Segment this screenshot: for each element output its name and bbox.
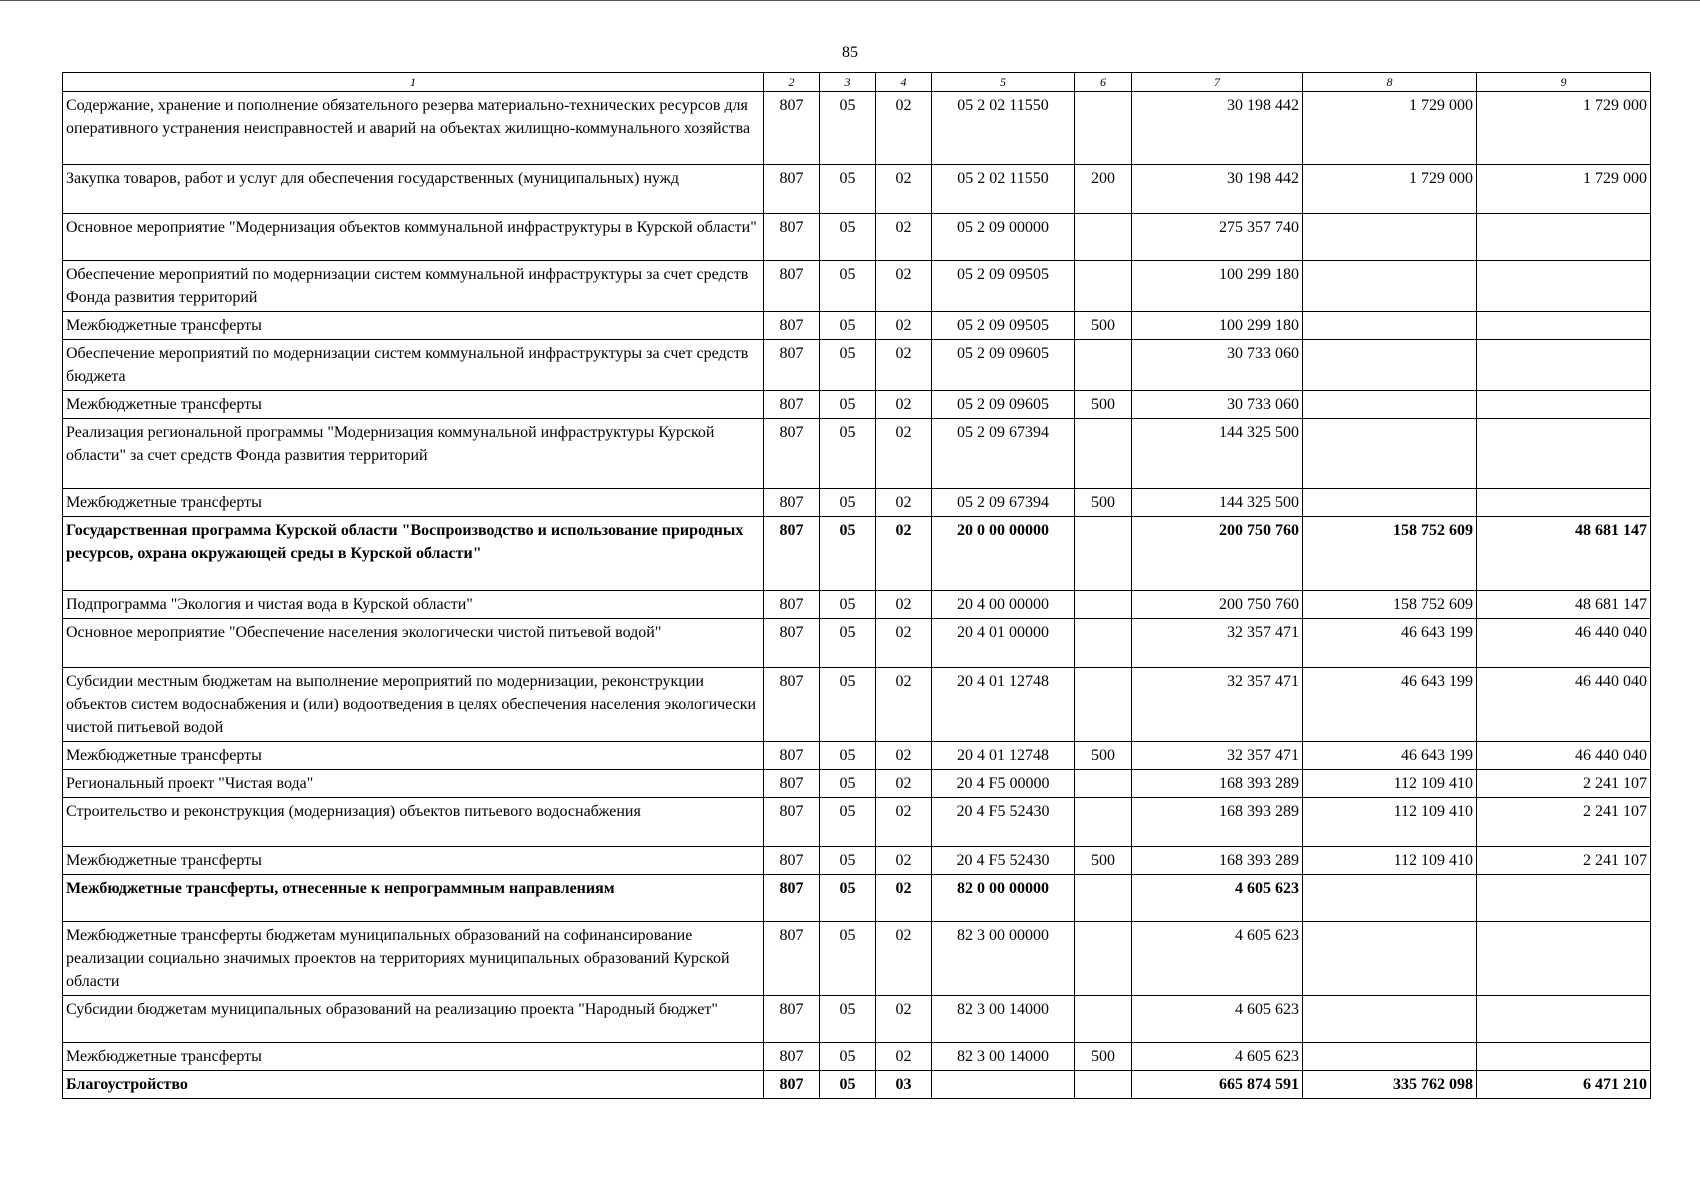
section-code: 05 xyxy=(820,312,876,340)
subsection-code: 02 xyxy=(876,489,932,517)
row-description: Содержание, хранение и пополнение обязательного резерва материально-технических ресурсов для оперативного устранения неисправностей и аварий на объектах жилищно-коммунального хозяйства xyxy=(63,92,764,165)
expense-type-code: 500 xyxy=(1075,391,1132,419)
header-cell: 8 xyxy=(1303,73,1477,92)
table-row xyxy=(63,391,1651,419)
section-code: 05 xyxy=(820,165,876,214)
expense-type-code xyxy=(1075,591,1132,619)
table-row xyxy=(63,668,1651,742)
target-article-code: 82 3 00 00000 xyxy=(932,922,1075,996)
table-row xyxy=(63,419,1651,489)
amount-col-8 xyxy=(1303,489,1477,517)
table-row xyxy=(63,165,1651,214)
target-article-code: 05 2 09 09505 xyxy=(932,261,1075,312)
table-row xyxy=(63,261,1651,312)
section-code: 05 xyxy=(820,668,876,742)
row-description: Межбюджетные трансферты, отнесенные к непрограммным направлениям xyxy=(63,875,764,922)
row-description: Региональный проект "Чистая вода" xyxy=(63,770,764,798)
amount-col-8 xyxy=(1303,1043,1477,1071)
ministry-code: 807 xyxy=(764,996,820,1043)
row-description: Субсидии бюджетам муниципальных образований на реализацию проекта "Народный бюджет" xyxy=(63,996,764,1043)
expense-type-code xyxy=(1075,668,1132,742)
subsection-code: 02 xyxy=(876,922,932,996)
target-article-code: 20 4 01 00000 xyxy=(932,619,1075,668)
subsection-code: 03 xyxy=(876,1071,932,1099)
subsection-code: 02 xyxy=(876,742,932,770)
amount-col-9 xyxy=(1477,489,1651,517)
amount-col-8: 1 729 000 xyxy=(1303,165,1477,214)
table-row xyxy=(63,770,1651,798)
target-article-code: 05 2 09 67394 xyxy=(932,489,1075,517)
subsection-code: 02 xyxy=(876,798,932,847)
ministry-code: 807 xyxy=(764,591,820,619)
row-description: Подпрограмма "Экология и чистая вода в Курской области" xyxy=(63,591,764,619)
table-row xyxy=(63,996,1651,1043)
amount-col-7: 32 357 471 xyxy=(1132,742,1303,770)
header-cell: 1 xyxy=(63,73,764,92)
amount-col-9 xyxy=(1477,419,1651,489)
header-cell: 2 xyxy=(764,73,820,92)
section-code: 05 xyxy=(820,489,876,517)
table-row xyxy=(63,742,1651,770)
subsection-code: 02 xyxy=(876,1043,932,1071)
amount-col-8 xyxy=(1303,996,1477,1043)
row-description: Субсидии местным бюджетам на выполнение мероприятий по модернизации, реконструкции объектов систем водоснабжения и (или) водоотведения в целях обеспечения населения экологически чистой питьевой водой xyxy=(63,668,764,742)
table-row xyxy=(63,875,1651,922)
amount-col-9 xyxy=(1477,261,1651,312)
target-article-code: 20 4 01 12748 xyxy=(932,742,1075,770)
amount-col-8 xyxy=(1303,340,1477,391)
expense-type-code xyxy=(1075,922,1132,996)
amount-col-8: 158 752 609 xyxy=(1303,517,1477,591)
amount-col-7: 200 750 760 xyxy=(1132,517,1303,591)
amount-col-8: 46 643 199 xyxy=(1303,619,1477,668)
header-cell: 5 xyxy=(932,73,1075,92)
row-description: Основное мероприятие "Обеспечение населения экологически чистой питьевой водой" xyxy=(63,619,764,668)
table-row xyxy=(63,489,1651,517)
subsection-code: 02 xyxy=(876,668,932,742)
expense-type-code: 500 xyxy=(1075,312,1132,340)
subsection-code: 02 xyxy=(876,996,932,1043)
target-article-code: 82 3 00 14000 xyxy=(932,1043,1075,1071)
expense-type-code xyxy=(1075,214,1132,261)
target-article-code: 05 2 09 00000 xyxy=(932,214,1075,261)
section-code: 05 xyxy=(820,92,876,165)
table-row xyxy=(63,214,1651,261)
table-row xyxy=(63,92,1651,165)
header-cell: 7 xyxy=(1132,73,1303,92)
expense-type-code xyxy=(1075,261,1132,312)
amount-col-7: 168 393 289 xyxy=(1132,798,1303,847)
amount-col-8: 112 109 410 xyxy=(1303,770,1477,798)
target-article-code: 82 0 00 00000 xyxy=(932,875,1075,922)
ministry-code: 807 xyxy=(764,922,820,996)
ministry-code: 807 xyxy=(764,312,820,340)
expense-type-code xyxy=(1075,875,1132,922)
ministry-code: 807 xyxy=(764,391,820,419)
ministry-code: 807 xyxy=(764,875,820,922)
ministry-code: 807 xyxy=(764,214,820,261)
amount-col-9: 1 729 000 xyxy=(1477,92,1651,165)
budget-table xyxy=(62,72,1651,1099)
amount-col-7: 30 733 060 xyxy=(1132,391,1303,419)
amount-col-7: 275 357 740 xyxy=(1132,214,1303,261)
subsection-code: 02 xyxy=(876,92,932,165)
target-article-code: 05 2 09 09605 xyxy=(932,391,1075,419)
section-code: 05 xyxy=(820,742,876,770)
amount-col-9: 46 440 040 xyxy=(1477,668,1651,742)
ministry-code: 807 xyxy=(764,517,820,591)
target-article-code: 20 4 01 12748 xyxy=(932,668,1075,742)
table-row xyxy=(63,619,1651,668)
amount-col-7: 4 605 623 xyxy=(1132,922,1303,996)
amount-col-7: 4 605 623 xyxy=(1132,996,1303,1043)
table-body xyxy=(63,92,1651,1099)
section-code: 05 xyxy=(820,875,876,922)
row-description: Благоустройство xyxy=(63,1071,764,1099)
amount-col-7: 4 605 623 xyxy=(1132,875,1303,922)
target-article-code: 05 2 09 09605 xyxy=(932,340,1075,391)
target-article-code: 20 0 00 00000 xyxy=(932,517,1075,591)
section-code: 05 xyxy=(820,391,876,419)
amount-col-7: 144 325 500 xyxy=(1132,489,1303,517)
section-code: 05 xyxy=(820,770,876,798)
amount-col-9: 46 440 040 xyxy=(1477,742,1651,770)
expense-type-code xyxy=(1075,619,1132,668)
header-cell: 4 xyxy=(876,73,932,92)
target-article-code: 05 2 02 11550 xyxy=(932,92,1075,165)
ministry-code: 807 xyxy=(764,92,820,165)
amount-col-7: 100 299 180 xyxy=(1132,261,1303,312)
ministry-code: 807 xyxy=(764,742,820,770)
amount-col-7: 30 198 442 xyxy=(1132,92,1303,165)
section-code: 05 xyxy=(820,340,876,391)
amount-col-7: 30 733 060 xyxy=(1132,340,1303,391)
table-row xyxy=(63,591,1651,619)
section-code: 05 xyxy=(820,996,876,1043)
amount-col-9: 6 471 210 xyxy=(1477,1071,1651,1099)
table-row xyxy=(63,798,1651,847)
amount-col-9: 2 241 107 xyxy=(1477,847,1651,875)
amount-col-8: 46 643 199 xyxy=(1303,742,1477,770)
row-description: Основное мероприятие "Модернизация объектов коммунальной инфраструктуры в Курской области" xyxy=(63,214,764,261)
table-row xyxy=(63,847,1651,875)
amount-col-8 xyxy=(1303,312,1477,340)
subsection-code: 02 xyxy=(876,261,932,312)
table-row xyxy=(63,517,1651,591)
section-code: 05 xyxy=(820,1071,876,1099)
header-row xyxy=(63,73,1651,92)
row-description: Обеспечение мероприятий по модернизации систем коммунальной инфраструктуры за счет средств Фонда развития территорий xyxy=(63,261,764,312)
ministry-code: 807 xyxy=(764,261,820,312)
expense-type-code xyxy=(1075,92,1132,165)
expense-type-code xyxy=(1075,340,1132,391)
expense-type-code xyxy=(1075,798,1132,847)
target-article-code: 20 4 F5 00000 xyxy=(932,770,1075,798)
ministry-code: 807 xyxy=(764,668,820,742)
section-code: 05 xyxy=(820,214,876,261)
amount-col-9 xyxy=(1477,340,1651,391)
table-row xyxy=(63,1043,1651,1071)
amount-col-9 xyxy=(1477,391,1651,419)
ministry-code: 807 xyxy=(764,165,820,214)
amount-col-7: 168 393 289 xyxy=(1132,847,1303,875)
section-code: 05 xyxy=(820,847,876,875)
target-article-code: 20 4 00 00000 xyxy=(932,591,1075,619)
header-cell: 9 xyxy=(1477,73,1651,92)
subsection-code: 02 xyxy=(876,770,932,798)
table-row xyxy=(63,312,1651,340)
section-code: 05 xyxy=(820,261,876,312)
amount-col-7: 30 198 442 xyxy=(1132,165,1303,214)
expense-type-code: 500 xyxy=(1075,847,1132,875)
row-description: Межбюджетные трансферты xyxy=(63,1043,764,1071)
expense-type-code xyxy=(1075,419,1132,489)
target-article-code: 05 2 02 11550 xyxy=(932,165,1075,214)
expense-type-code xyxy=(1075,996,1132,1043)
expense-type-code: 200 xyxy=(1075,165,1132,214)
section-code: 05 xyxy=(820,798,876,847)
amount-col-7: 168 393 289 xyxy=(1132,770,1303,798)
section-code: 05 xyxy=(820,619,876,668)
amount-col-9: 2 241 107 xyxy=(1477,770,1651,798)
target-article-code: 20 4 F5 52430 xyxy=(932,798,1075,847)
amount-col-7: 144 325 500 xyxy=(1132,419,1303,489)
amount-col-8 xyxy=(1303,261,1477,312)
ministry-code: 807 xyxy=(764,798,820,847)
ministry-code: 807 xyxy=(764,847,820,875)
ministry-code: 807 xyxy=(764,419,820,489)
amount-col-8 xyxy=(1303,875,1477,922)
subsection-code: 02 xyxy=(876,214,932,261)
amount-col-9: 2 241 107 xyxy=(1477,798,1651,847)
ministry-code: 807 xyxy=(764,489,820,517)
amount-col-9: 1 729 000 xyxy=(1477,165,1651,214)
amount-col-8 xyxy=(1303,922,1477,996)
row-description: Обеспечение мероприятий по модернизации систем коммунальной инфраструктуры за счет средств бюджета xyxy=(63,340,764,391)
subsection-code: 02 xyxy=(876,419,932,489)
amount-col-9 xyxy=(1477,312,1651,340)
row-description: Закупка товаров, работ и услуг для обеспечения государственных (муниципальных) нужд xyxy=(63,165,764,214)
subsection-code: 02 xyxy=(876,165,932,214)
subsection-code: 02 xyxy=(876,312,932,340)
amount-col-8 xyxy=(1303,391,1477,419)
amount-col-9 xyxy=(1477,996,1651,1043)
amount-col-8: 112 109 410 xyxy=(1303,847,1477,875)
subsection-code: 02 xyxy=(876,875,932,922)
amount-col-8: 158 752 609 xyxy=(1303,591,1477,619)
section-code: 05 xyxy=(820,1043,876,1071)
ministry-code: 807 xyxy=(764,1043,820,1071)
target-article-code: 20 4 F5 52430 xyxy=(932,847,1075,875)
section-code: 05 xyxy=(820,517,876,591)
scan-edge-line xyxy=(0,0,1700,1)
amount-col-9 xyxy=(1477,1043,1651,1071)
row-description: Реализация региональной программы "Модернизация коммунальной инфраструктуры Курской области" за счет средств Фонда развития территорий xyxy=(63,419,764,489)
subsection-code: 02 xyxy=(876,591,932,619)
subsection-code: 02 xyxy=(876,340,932,391)
row-description: Межбюджетные трансферты xyxy=(63,391,764,419)
amount-col-8 xyxy=(1303,419,1477,489)
amount-col-7: 32 357 471 xyxy=(1132,619,1303,668)
amount-col-8: 335 762 098 xyxy=(1303,1071,1477,1099)
target-article-code xyxy=(932,1071,1075,1099)
target-article-code: 05 2 09 09505 xyxy=(932,312,1075,340)
row-description: Межбюджетные трансферты xyxy=(63,742,764,770)
amount-col-8 xyxy=(1303,214,1477,261)
amount-col-9: 48 681 147 xyxy=(1477,591,1651,619)
amount-col-7: 200 750 760 xyxy=(1132,591,1303,619)
table-row xyxy=(63,922,1651,996)
expense-type-code xyxy=(1075,517,1132,591)
table-row xyxy=(63,1071,1651,1099)
row-description: Межбюджетные трансферты бюджетам муниципальных образований на софинансирование реализации социально значимых проектов на территориях муниципальных образований Курской области xyxy=(63,922,764,996)
subsection-code: 02 xyxy=(876,517,932,591)
ministry-code: 807 xyxy=(764,340,820,391)
amount-col-8: 1 729 000 xyxy=(1303,92,1477,165)
row-description: Строительство и реконструкция (модернизация) объектов питьевого водоснабжения xyxy=(63,798,764,847)
expense-type-code: 500 xyxy=(1075,1043,1132,1071)
subsection-code: 02 xyxy=(876,391,932,419)
expense-type-code xyxy=(1075,770,1132,798)
subsection-code: 02 xyxy=(876,619,932,668)
expense-type-code: 500 xyxy=(1075,742,1132,770)
amount-col-9: 46 440 040 xyxy=(1477,619,1651,668)
amount-col-7: 4 605 623 xyxy=(1132,1043,1303,1071)
section-code: 05 xyxy=(820,591,876,619)
row-description: Государственная программа Курской области "Воспроизводство и использование природных ресурсов, охрана окружающей среды в Курской области" xyxy=(63,517,764,591)
ministry-code: 807 xyxy=(764,1071,820,1099)
section-code: 05 xyxy=(820,419,876,489)
target-article-code: 82 3 00 14000 xyxy=(932,996,1075,1043)
expense-type-code xyxy=(1075,1071,1132,1099)
ministry-code: 807 xyxy=(764,619,820,668)
target-article-code: 05 2 09 67394 xyxy=(932,419,1075,489)
amount-col-8: 46 643 199 xyxy=(1303,668,1477,742)
table-row xyxy=(63,340,1651,391)
amount-col-9 xyxy=(1477,214,1651,261)
row-description: Межбюджетные трансферты xyxy=(63,312,764,340)
row-description: Межбюджетные трансферты xyxy=(63,847,764,875)
amount-col-9: 48 681 147 xyxy=(1477,517,1651,591)
expense-type-code: 500 xyxy=(1075,489,1132,517)
ministry-code: 807 xyxy=(764,770,820,798)
amount-col-7: 100 299 180 xyxy=(1132,312,1303,340)
amount-col-8: 112 109 410 xyxy=(1303,798,1477,847)
section-code: 05 xyxy=(820,922,876,996)
header-cell: 6 xyxy=(1075,73,1132,92)
page-number: 85 xyxy=(842,44,858,61)
amount-col-7: 32 357 471 xyxy=(1132,668,1303,742)
amount-col-7: 665 874 591 xyxy=(1132,1071,1303,1099)
amount-col-9 xyxy=(1477,922,1651,996)
subsection-code: 02 xyxy=(876,847,932,875)
row-description: Межбюджетные трансферты xyxy=(63,489,764,517)
amount-col-9 xyxy=(1477,875,1651,922)
header-cell: 3 xyxy=(820,73,876,92)
